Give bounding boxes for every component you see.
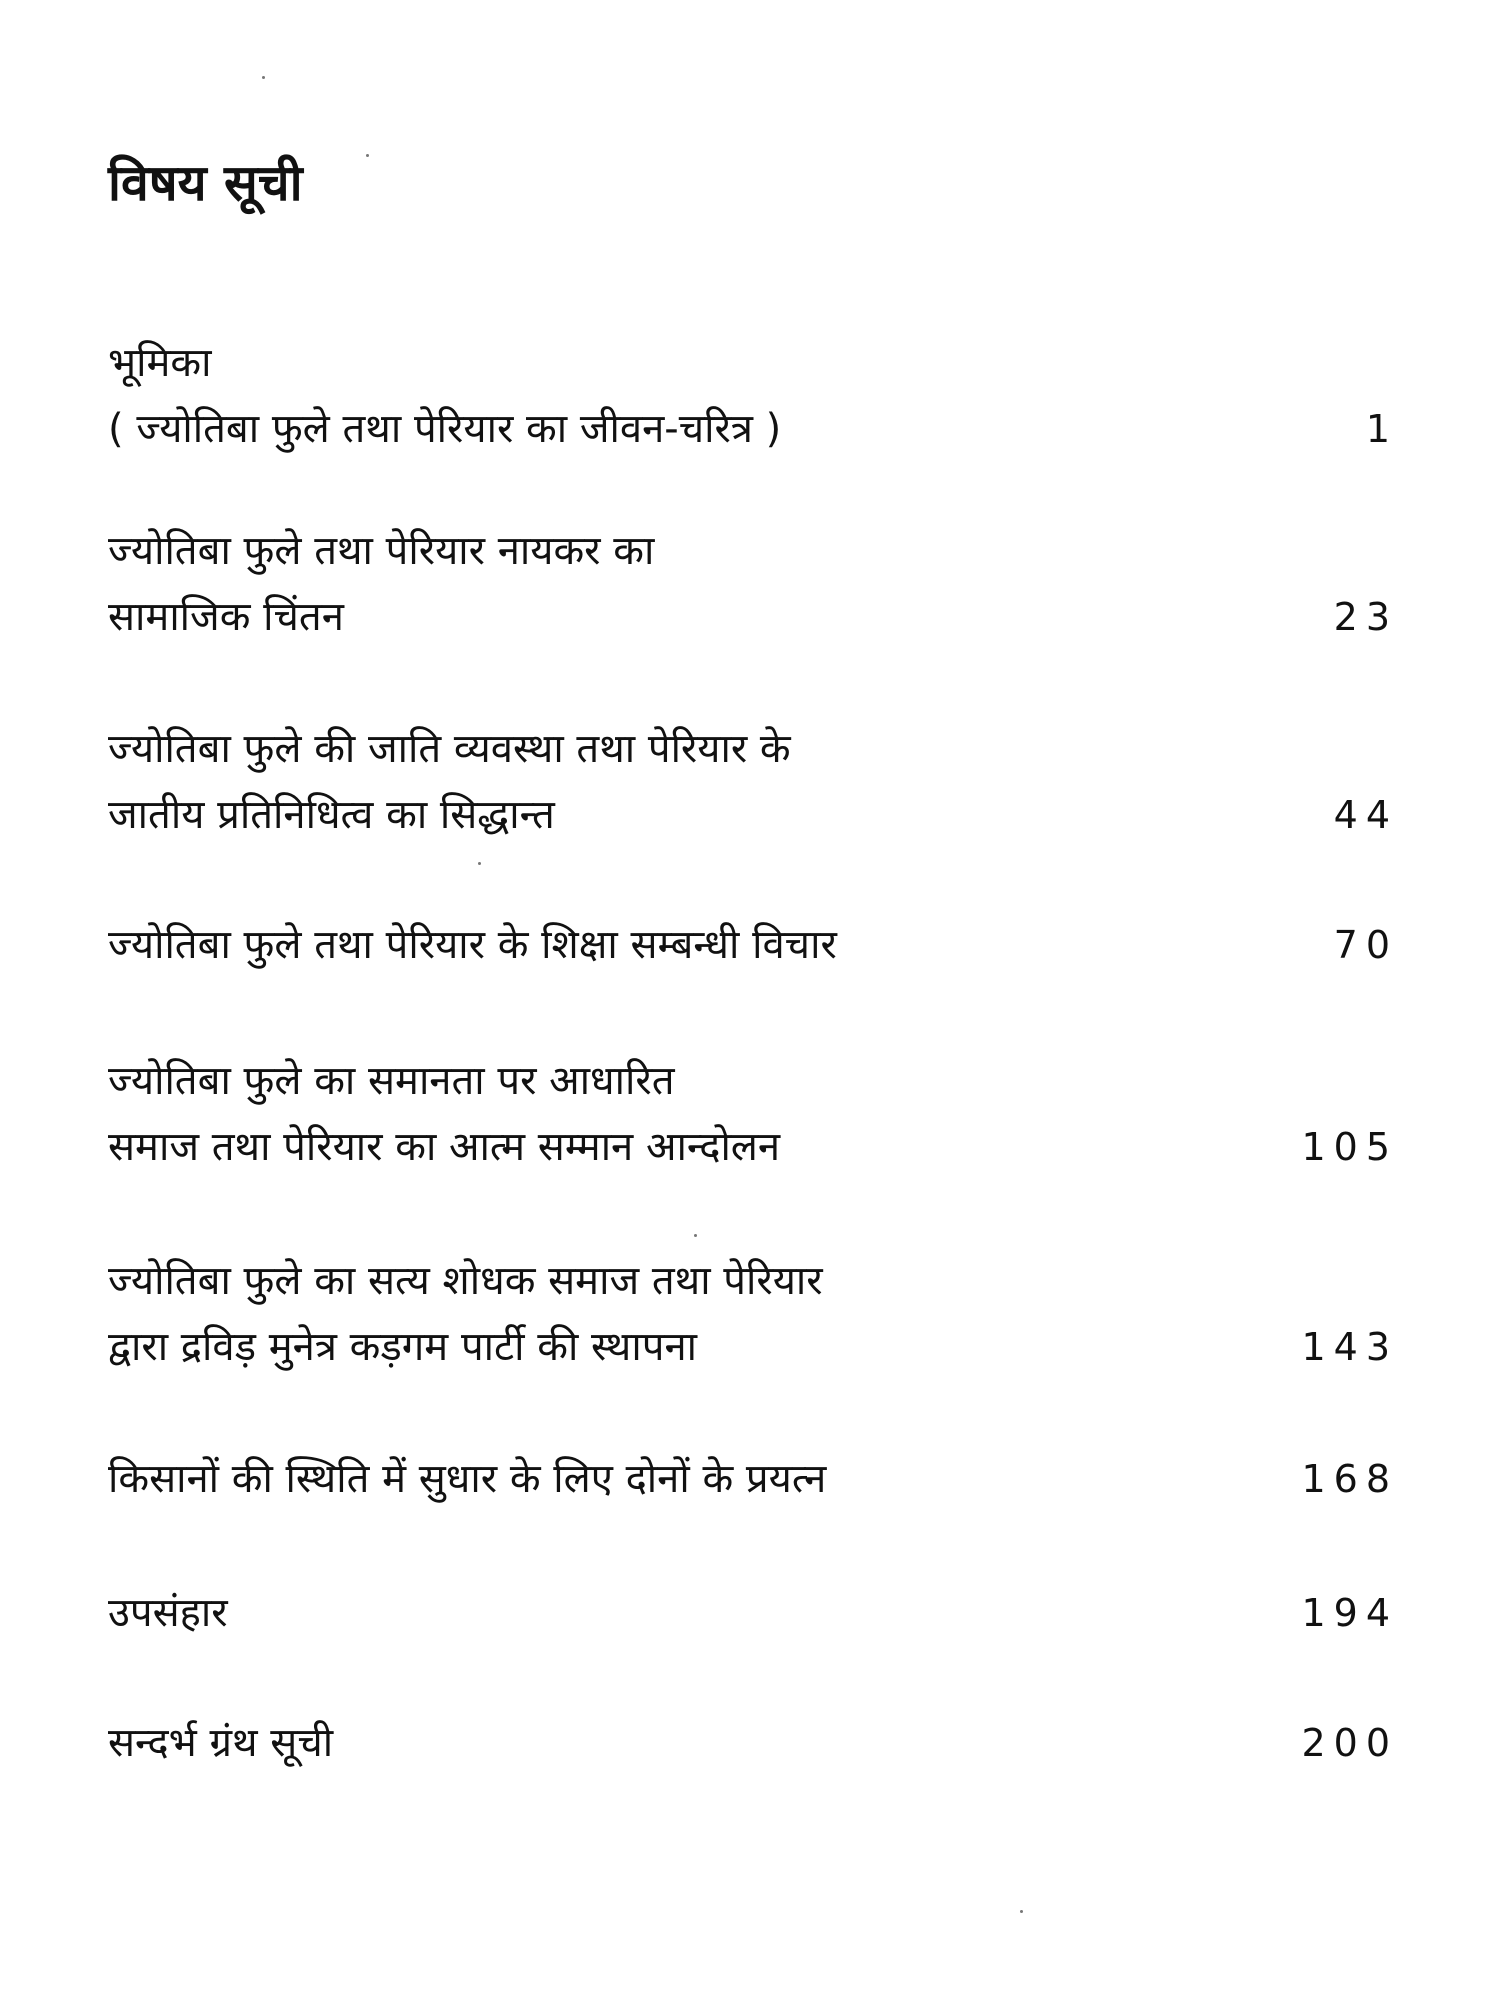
toc-entry-bibliography: [108, 1710, 1398, 1776]
toc-entry-line: ज्योतिबा फुले की जाति व्यवस्था तथा पेरियार के: [108, 726, 791, 772]
toc-entry-farmers: [108, 1446, 1398, 1512]
toc-entry-line: सन्दर्भ ग्रंथ सूची: [108, 1720, 334, 1766]
scan-speck: [366, 154, 369, 157]
toc-entry-line: भूमिका: [108, 340, 212, 386]
toc-entry-line: ( ज्योतिबा फुले तथा पेरियार का जीवन-चरित्र ): [108, 406, 782, 452]
toc-page-number: 200: [1301, 1721, 1398, 1765]
toc-entry-line: द्वारा द्रविड़ मुनेत्र कड़गम पार्टी की स्थापना: [108, 1324, 698, 1370]
toc-entry-satya-shodhak-samaj: [108, 1248, 1398, 1380]
toc-entry-line: ज्योतिबा फुले का समानता पर आधारित: [108, 1058, 675, 1104]
toc-entry-line: सामाजिक चिंतन: [108, 594, 344, 640]
toc-page-number: 194: [1301, 1591, 1398, 1635]
scan-speck: [694, 1234, 697, 1237]
toc-page-number: 105: [1301, 1125, 1398, 1169]
scan-speck: [478, 862, 481, 865]
toc-entry-line: ज्योतिबा फुले तथा पेरियार नायकर का: [108, 528, 655, 574]
scan-speck: [262, 76, 265, 79]
page-title: विषय सूची: [108, 154, 303, 212]
toc-entry-line: उपसंहार: [108, 1590, 228, 1636]
toc-page-number: 168: [1301, 1457, 1398, 1501]
scan-speck: [1020, 1910, 1023, 1913]
toc-page-number: 1: [1365, 407, 1398, 451]
toc-entry-line: ज्योतिबा फुले तथा पेरियार के शिक्षा सम्बन्धी विचार: [108, 922, 837, 968]
toc-entry-education: [108, 912, 1398, 978]
toc-page-number: 44: [1333, 793, 1398, 837]
toc-page-number: 70: [1333, 923, 1398, 967]
toc-entry-line: किसानों की स्थिति में सुधार के लिए दोनों के प्रयत्न: [108, 1456, 827, 1502]
toc-entry-caste-system: [108, 716, 1398, 848]
toc-entry-line: ज्योतिबा फुले का सत्य शोधक समाज तथा पेरियार: [108, 1258, 823, 1304]
toc-page-number: 143: [1301, 1325, 1398, 1369]
toc-entry-social-thought: [108, 518, 1398, 650]
toc-entry-conclusion: [108, 1580, 1398, 1646]
toc-entry-line: जातीय प्रतिनिधित्व का सिद्धान्त: [108, 792, 555, 838]
toc-entry-line: समाज तथा पेरियार का आत्म सम्मान आन्दोलन: [108, 1124, 781, 1170]
toc-entry-introduction: [108, 330, 1398, 462]
toc-entry-self-respect-movement: [108, 1048, 1398, 1180]
toc-page-number: 23: [1333, 595, 1398, 639]
